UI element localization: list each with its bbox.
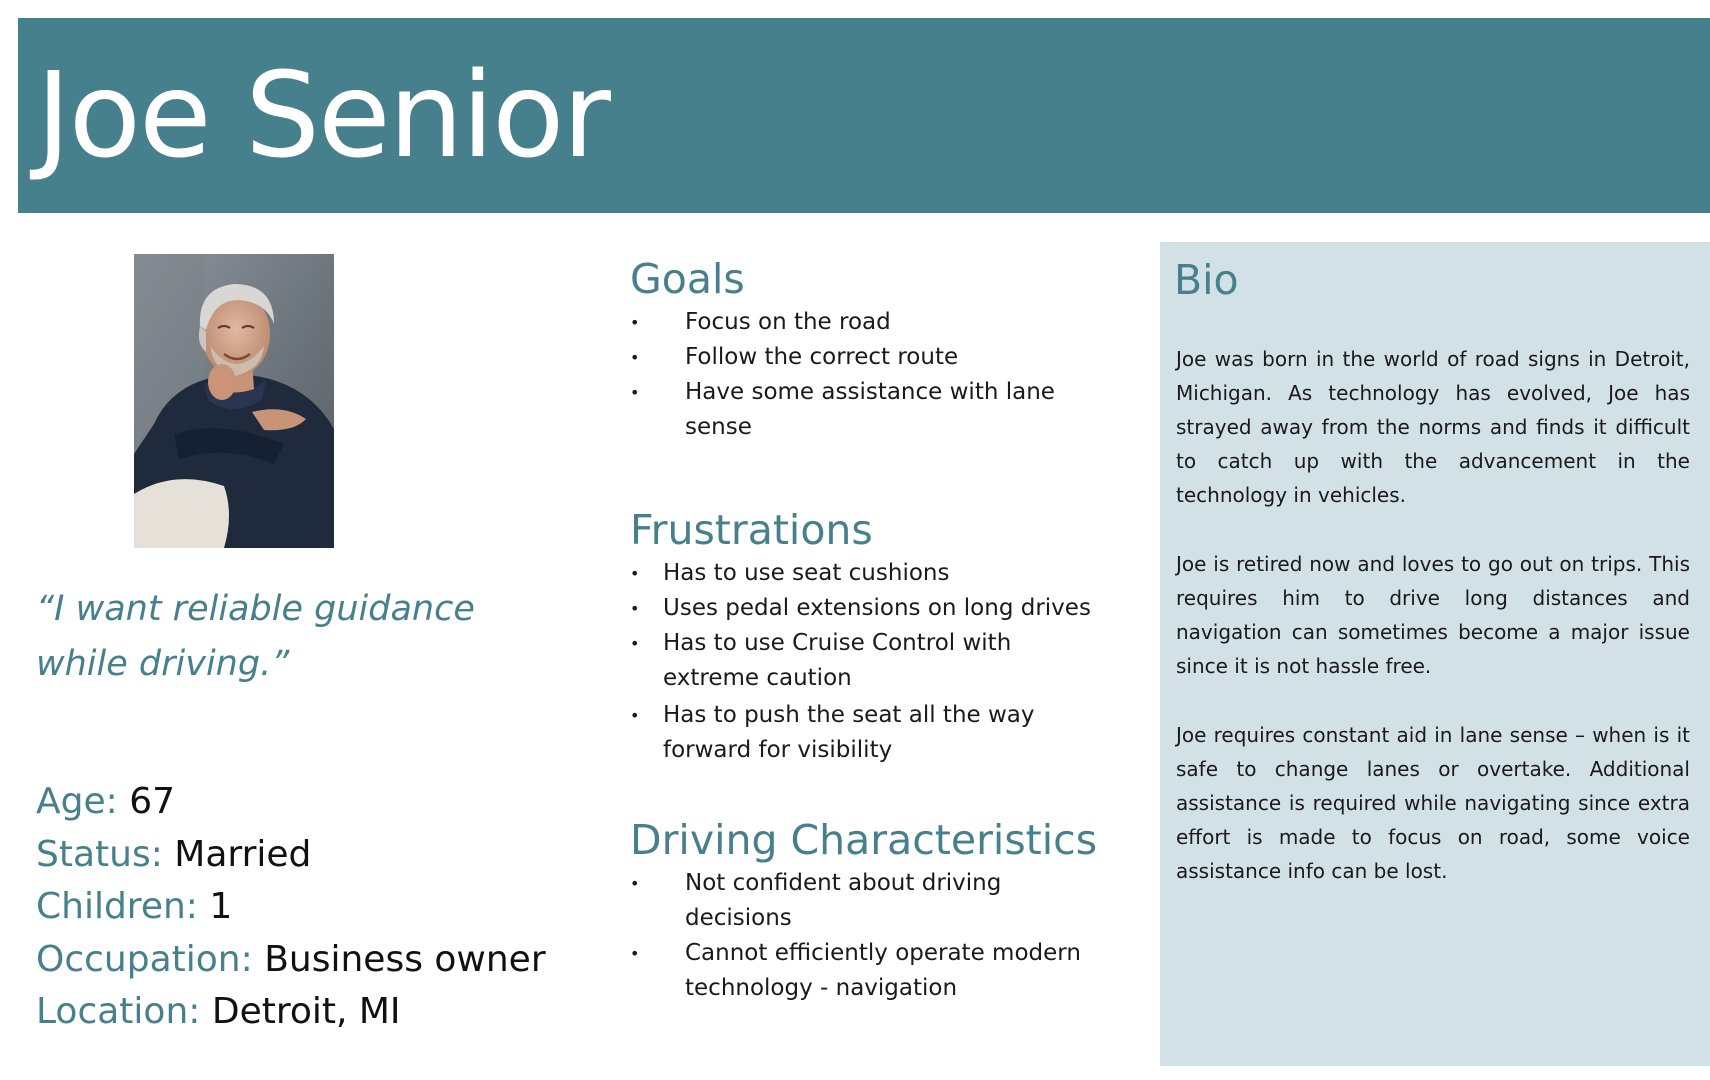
bullet-icon: • [630, 348, 640, 367]
goals-section [630, 253, 1130, 445]
list-item [630, 936, 1130, 1006]
fact-status [36, 829, 596, 882]
goals-list [630, 305, 1130, 445]
header-banner [18, 18, 1710, 213]
persona-quote: “I want reliable guidance while driving.” [36, 589, 475, 684]
fact-value: 67 [129, 781, 176, 822]
fact-value: Business owner [264, 938, 546, 980]
goal-text: Focus on the road [685, 309, 891, 335]
fact-age [36, 776, 596, 829]
list-item [630, 698, 1083, 768]
fact-label: Age: [36, 781, 118, 822]
list-item [630, 591, 1130, 626]
frustrations-title: Frustrations [630, 506, 873, 554]
list-item [630, 340, 1130, 375]
bullet-icon: • [630, 383, 640, 402]
bio-text [1176, 342, 1690, 923]
bullet-icon: • [630, 874, 640, 893]
persona-facts [36, 776, 596, 1039]
bullet-icon: • [630, 564, 640, 583]
frustration-text: Has to use seat cushions [663, 560, 950, 586]
fact-label: Occupation: [36, 938, 253, 980]
goal-text: Have some assistance with lane sense [685, 379, 1055, 440]
frustration-text: Uses pedal extensions on long drives [663, 595, 1091, 621]
driving-text: Not confident about driving decisions [685, 870, 1002, 931]
driving-section [630, 814, 1130, 1006]
persona-photo [134, 254, 334, 548]
list-item [630, 866, 1075, 936]
persona-name: Joe Senior [36, 46, 609, 184]
bio-paragraph: Joe was born in the world of road signs in Detroit, Michigan. As technology has evolved, Joe has strayed away from the norms and finds it difficult to catch up with the advancement in the technology in vehicles. [1176, 347, 1690, 507]
fact-value: Detroit, MI [211, 991, 401, 1032]
fact-occupation [36, 934, 596, 987]
list-item [630, 305, 1130, 340]
frustrations-section [630, 504, 1130, 768]
bullet-icon: • [630, 706, 640, 725]
bio-title: Bio [1174, 256, 1239, 304]
frustration-text: Has to push the seat all the way forward for visibility [663, 702, 1035, 763]
list-item [630, 626, 1063, 696]
list-item [630, 375, 1075, 445]
fact-value: Married [174, 833, 312, 875]
bullet-icon: • [630, 313, 640, 332]
bio-paragraph: Joe is retired now and loves to go out on trips. This requires him to drive long distances and navigation can sometimes become a major issue since it is not hassle free. [1176, 552, 1690, 678]
bio-panel [1160, 242, 1710, 1066]
frustration-text: Has to use Cruise Control with extreme caution [663, 630, 1012, 691]
bullet-icon: • [630, 599, 640, 618]
list-item [630, 556, 1130, 591]
fact-label: Status: [36, 833, 163, 875]
driving-text: Cannot efficiently operate modern technology - navigation [685, 940, 1081, 1001]
bullet-icon: • [630, 944, 640, 963]
fact-location [36, 986, 596, 1039]
fact-value: 1 [209, 886, 233, 927]
fact-children [36, 881, 596, 934]
frustrations-list [630, 556, 1130, 768]
goals-title: Goals [630, 255, 745, 303]
driving-list [630, 866, 1130, 1006]
driving-title: Driving Characteristics [630, 816, 1098, 864]
portrait-image [134, 254, 334, 548]
fact-label: Location: [36, 991, 201, 1032]
bullet-icon: • [630, 634, 640, 653]
fact-label: Children: [36, 886, 198, 927]
bio-paragraph: Joe requires constant aid in lane sense – when is it safe to change lanes or overtake. Additional assistance is required while navigating since extra effort is made to focus on road, some voice assistance info can be lost. [1176, 723, 1690, 883]
goal-text: Follow the correct route [685, 344, 959, 370]
